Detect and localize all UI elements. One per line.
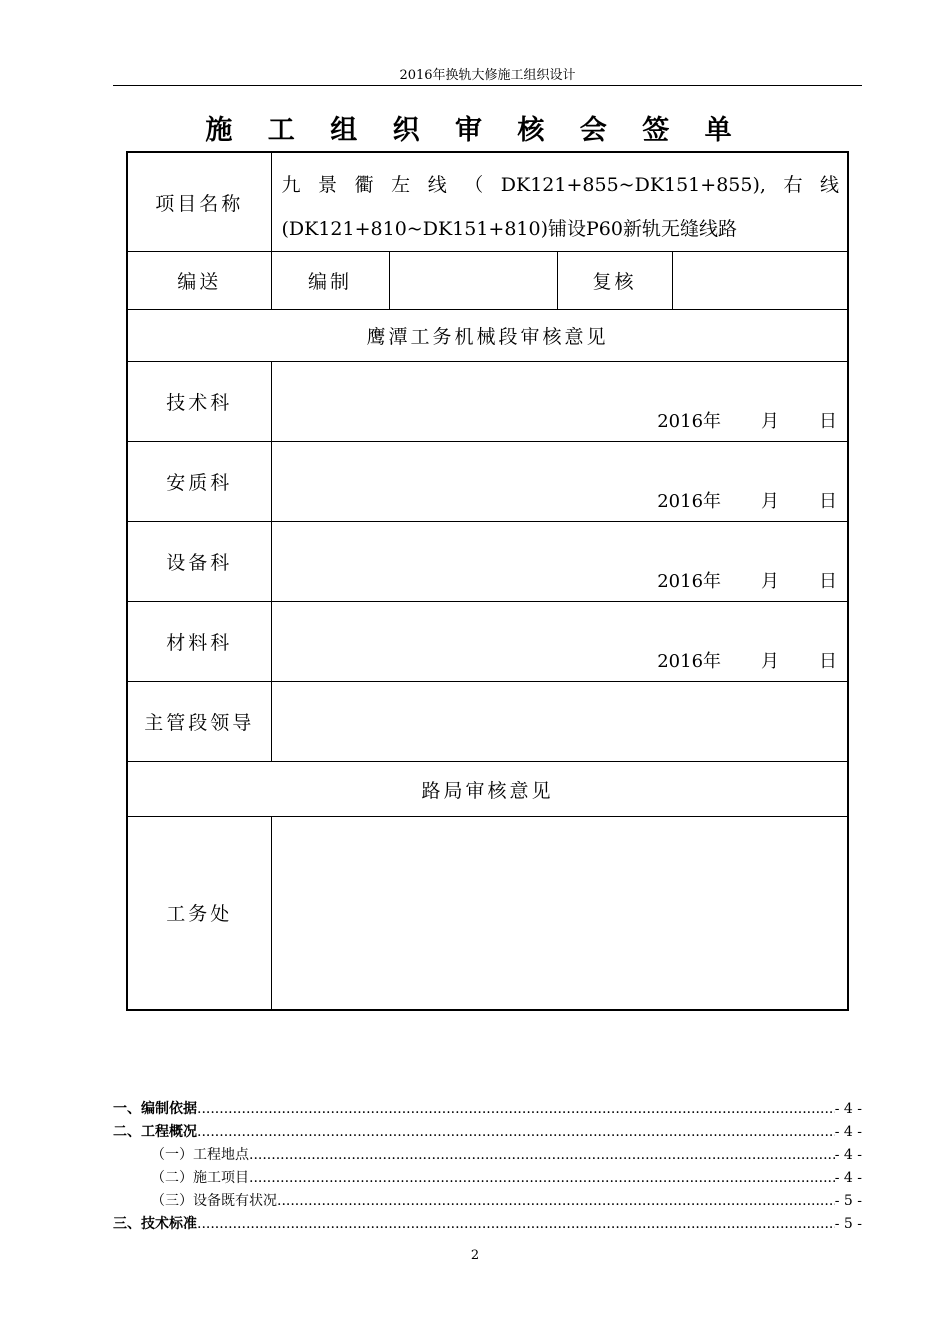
project-token: 九 <box>281 174 301 196</box>
date-month: 月 <box>761 491 780 512</box>
project-token: DK121+855~DK151+855), <box>500 174 766 196</box>
page-header: 2016年换轨大修施工组织设计 <box>113 66 862 86</box>
toc-entry-page: - 5 - <box>834 1216 862 1232</box>
date-month: 月 <box>761 411 780 432</box>
dept-sign-field-tech[interactable] <box>271 362 848 442</box>
toc-entry-text: 一、编制依据 <box>113 1101 197 1117</box>
date-line <box>657 567 837 593</box>
table-of-contents <box>113 1098 862 1236</box>
toc-entry-page: - 4 - <box>834 1170 862 1186</box>
project-token: 景 <box>318 174 338 196</box>
leader-label: 主管段领导 <box>127 682 271 762</box>
project-token: 左 <box>391 174 411 196</box>
page-number: 2 <box>470 1248 480 1263</box>
project-token: （ <box>464 174 484 196</box>
toc-entry[interactable] <box>113 1098 862 1121</box>
bureau-label: 工务处 <box>127 817 271 1010</box>
toc-entry-text: （三）设备既有状况 <box>151 1193 277 1209</box>
toc-entry[interactable] <box>113 1144 862 1167</box>
toc-entry-text: （二）施工项目 <box>151 1170 249 1186</box>
date-day: 日 <box>819 411 838 432</box>
toc-leader-dots <box>197 1213 835 1236</box>
section-heading-bureau: 路局审核意见 <box>127 762 848 817</box>
toc-entry-page: - 4 - <box>834 1124 862 1140</box>
toc-leader-dots <box>197 1098 835 1121</box>
toc-entry-page: - 4 - <box>834 1101 862 1117</box>
project-name-line1 <box>282 163 840 207</box>
compile-label: 编制 <box>271 252 389 310</box>
project-token: 线 <box>820 174 840 196</box>
dept-label-equipment: 设备科 <box>127 522 271 602</box>
leader-sign-field[interactable] <box>271 682 848 762</box>
send-label: 编送 <box>127 252 271 310</box>
toc-leader-dots <box>249 1144 835 1167</box>
toc-entry[interactable] <box>113 1121 862 1144</box>
dept-sign-field-equipment[interactable] <box>271 522 848 602</box>
dept-sign-field-materials[interactable] <box>271 602 848 682</box>
project-token: 衢 <box>354 174 374 196</box>
project-name-label: 项目名称 <box>127 152 271 252</box>
toc-entry-text: 二、工程概况 <box>113 1124 197 1140</box>
document-title: 施 工 组 织 审 核 会 签 单 <box>205 115 745 146</box>
date-day: 日 <box>819 651 838 672</box>
date-day: 日 <box>819 571 838 592</box>
toc-leader-dots <box>197 1121 835 1144</box>
date-month: 月 <box>761 571 780 592</box>
date-line <box>657 647 837 673</box>
review-value-field[interactable] <box>672 252 848 310</box>
toc-entry[interactable] <box>113 1190 862 1213</box>
date-line <box>657 407 837 433</box>
date-day: 日 <box>819 491 838 512</box>
date-year: 2016年 <box>657 491 722 512</box>
dept-label-materials: 材料科 <box>127 602 271 682</box>
date-year: 2016年 <box>657 651 722 672</box>
project-token: 右 <box>783 174 803 196</box>
project-name-line2: (DK121+810~DK151+810)铺设P60新轨无缝线路 <box>281 218 737 240</box>
toc-leader-dots <box>277 1190 835 1213</box>
toc-leader-dots <box>249 1167 835 1190</box>
date-line <box>657 487 837 513</box>
project-token: 线 <box>427 174 447 196</box>
toc-entry-page: - 5 - <box>834 1193 862 1209</box>
toc-entry[interactable] <box>113 1213 862 1236</box>
dept-label-tech: 技术科 <box>127 362 271 442</box>
compile-value-field[interactable] <box>389 252 557 310</box>
dept-label-safety: 安质科 <box>127 442 271 522</box>
date-month: 月 <box>761 651 780 672</box>
toc-entry-page: - 4 - <box>834 1147 862 1163</box>
date-year: 2016年 <box>657 571 722 592</box>
section-heading-maintenance: 鹰潭工务机械段审核意见 <box>127 310 848 362</box>
toc-entry[interactable] <box>113 1167 862 1190</box>
project-name-value <box>271 152 848 252</box>
signoff-form <box>126 151 849 1011</box>
review-label: 复核 <box>557 252 672 310</box>
toc-entry-text: 三、技术标准 <box>113 1216 197 1232</box>
dept-sign-field-safety[interactable] <box>271 442 848 522</box>
bureau-sign-field[interactable] <box>271 817 848 1010</box>
date-year: 2016年 <box>657 411 722 432</box>
toc-entry-text: （一）工程地点 <box>151 1147 249 1163</box>
